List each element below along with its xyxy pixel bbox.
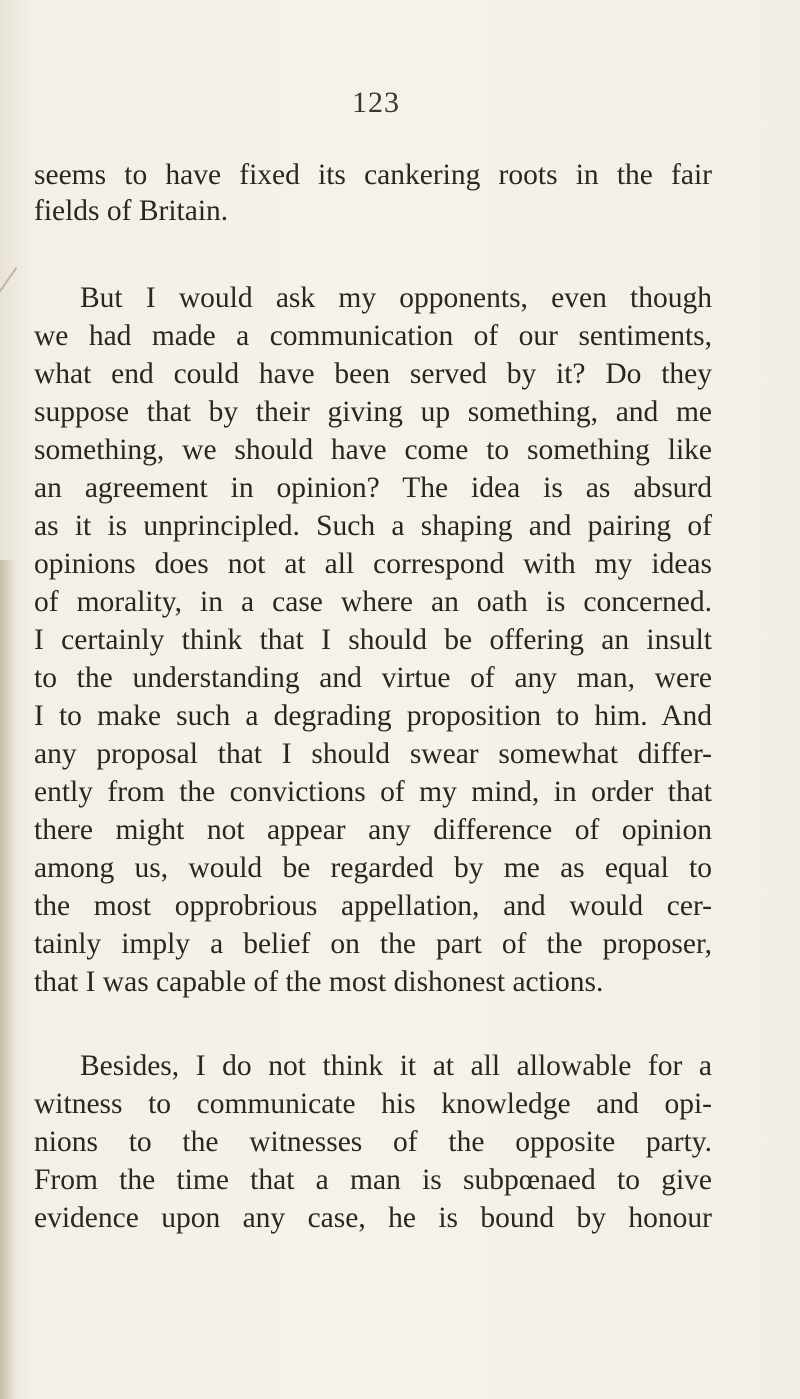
spine-shadow — [0, 560, 16, 1399]
text-line: to the understanding and virtue of any man, were — [34, 662, 712, 694]
text-line: fields of Britain. — [34, 195, 229, 227]
text-line: any proposal that I should swear somewhat differ- — [34, 738, 712, 770]
text-line: the most opprobrious appellation, and would cer- — [34, 890, 712, 922]
text-line: From the time that a man is subpœnaed to give — [34, 1164, 712, 1196]
text-line: what end could have been served by it? Do they — [34, 358, 712, 390]
pencil-mark — [0, 267, 17, 301]
text-line: But I would ask my opponents, even though — [80, 282, 712, 314]
text-line: an agreement in opinion? The idea is as absurd — [34, 472, 712, 504]
text-line: ently from the convictions of my mind, in order that — [34, 776, 712, 808]
text-line: nions to the witnesses of the opposite party. — [34, 1126, 712, 1158]
text-line: I to make such a degrading proposition to him. And — [34, 700, 712, 732]
text-line: among us, would be regarded by me as equal to — [34, 852, 712, 884]
text-line: witness to communicate his knowledge and opi- — [34, 1088, 712, 1120]
text-line: Besides, I do not think it at all allowable for a — [80, 1050, 712, 1082]
text-line: something, we should have come to something like — [34, 434, 712, 466]
text-line: as it is unprincipled. Such a shaping and pairing of — [34, 510, 712, 542]
text-line: tainly imply a belief on the part of the proposer, — [34, 928, 712, 960]
text-line: evidence upon any case, he is bound by honour — [34, 1202, 712, 1234]
text-line: I certainly think that I should be offering an insult — [34, 624, 712, 656]
text-line: of morality, in a case where an oath is concerned. — [34, 586, 712, 618]
page-number: 123 — [352, 86, 400, 119]
text-line: opinions does not at all correspond with my ideas — [34, 548, 712, 580]
text-line: that I was capable of the most dishonest actions. — [34, 966, 604, 998]
text-line: we had made a communication of our sentiments, — [34, 320, 712, 352]
text-line: there might not appear any difference of opinion — [34, 814, 712, 846]
text-line: suppose that by their giving up something, and me — [34, 396, 712, 428]
text-line: seems to have fixed its cankering roots in the fair — [34, 159, 712, 191]
